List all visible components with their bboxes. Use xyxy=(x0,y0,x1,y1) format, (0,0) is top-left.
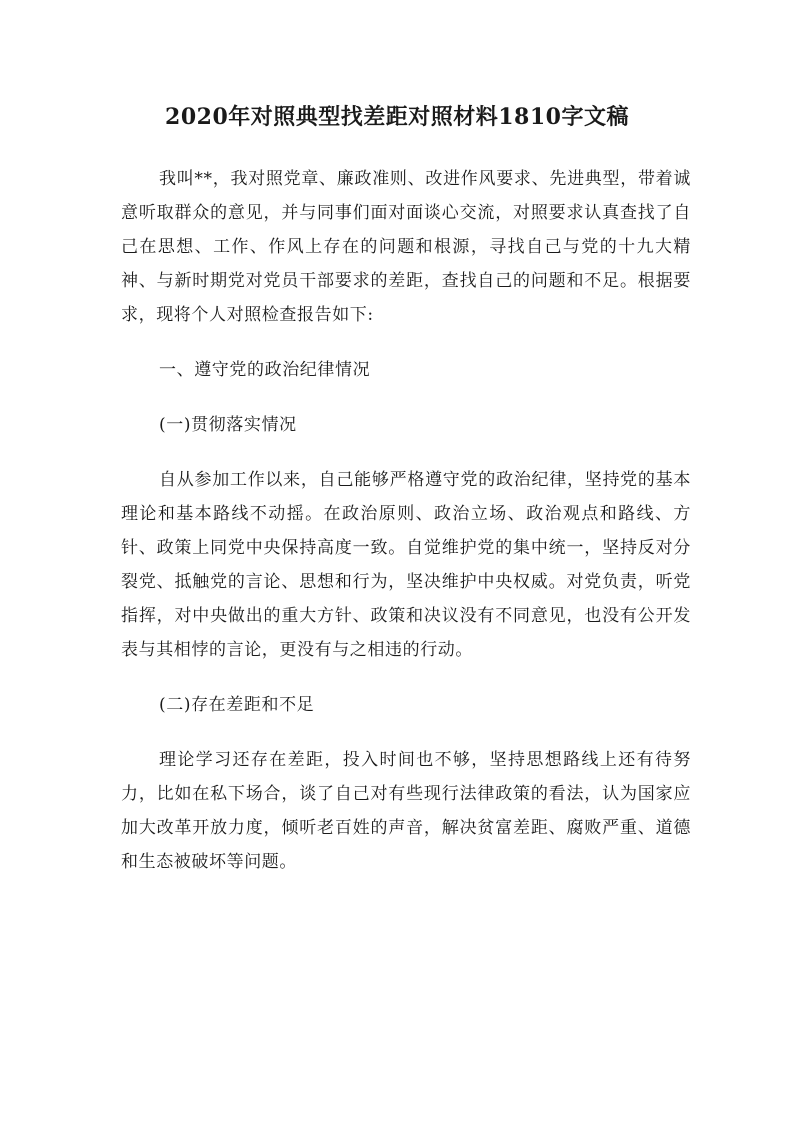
section-heading-1: 一、遵守党的政治纪律情况 xyxy=(159,360,371,380)
document-title: 2020年对照典型找差距对照材料1810字文稿 xyxy=(165,104,629,130)
subsection-heading-2: (二)存在差距和不足 xyxy=(159,695,315,715)
intro-paragraph: 我叫**，我对照党章、廉政准则、改进作风要求、先进典型，带着诚意听取群众的意见，并与同事们面对面谈心交流，对照要求认真查找了自己在思想、工作、作风上存在的问题和根源，寻找自己与党的十九大精神、与新时期党对党员干部要求的差距，查找自己的问题和不足。根据要求，现将个人对照检查报告如下: xyxy=(121,169,691,325)
subsection-heading-1: (一)贯彻落实情况 xyxy=(159,415,297,435)
implementation-paragraph: 自从参加工作以来，自己能够严格遵守党的政治纪律，坚持党的基本理论和基本路线不动摇。在政治原则、政治立场、政治观点和路线、方针、政策上同党中央保持高度一致。自觉维护党的集中统一，坚持反对分裂党、抵触党的言论、思想和行为，坚决维护中央权威。对党负责，听党指挥，对中央做出的重大方针、政策和决议没有不同意见，也没有公开发表与其相悖的言论，更没有与之相违的行动。 xyxy=(121,470,691,660)
document-body xyxy=(121,162,691,879)
shortcomings-paragraph: 理论学习还存在差距，投入时间也不够，坚持思想路线上还有待努力，比如在私下场合，谈了自己对有些现行法律政策的看法，认为国家应加大改革开放力度，倾听老百姓的声音，解决贫富差距、腐败严重、道德和生态被破坏等问题。 xyxy=(121,750,691,872)
